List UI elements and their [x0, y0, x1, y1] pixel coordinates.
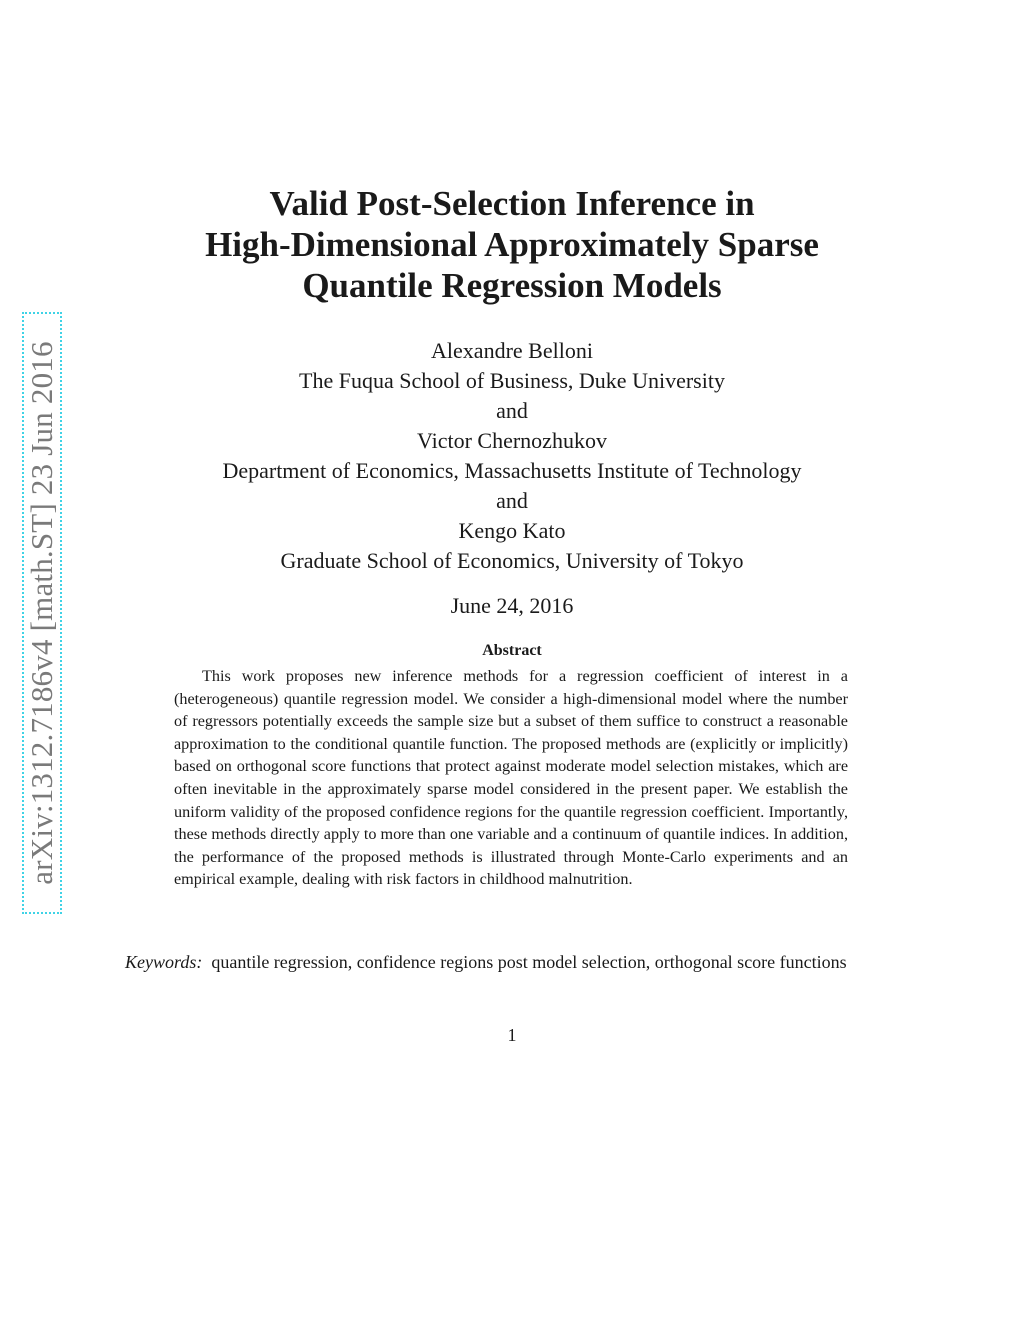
author-name: Alexandre Belloni [431, 338, 593, 363]
author-separator: and [496, 398, 528, 423]
keywords-text: quantile regression, confidence regions post model selection, orthogonal score functions [211, 952, 847, 972]
arxiv-identifier-text: arXiv:1312.7186v4 [math.ST] 23 Jun 2016 [24, 341, 59, 885]
author-separator: and [496, 488, 528, 513]
author-name: Victor Chernozhukov [417, 428, 607, 453]
title-line: Valid Post-Selection Inference in [269, 184, 755, 223]
page-number: 1 [507, 1025, 517, 1045]
keywords-label: Keywords: [125, 952, 203, 972]
title-line: Quantile Regression Models [302, 266, 722, 305]
abstract-heading: Abstract [482, 642, 542, 659]
author-name: Kengo Kato [458, 518, 566, 543]
abstract-body: This work proposes new inference methods for a regression coefficient of interest in a (heterogeneous) quantile regression model. We consider a high-dimensional model where the number of regressors potentially exceeds the sample size but a subset of them suffice to construct a reasonable approximation to the conditional quantile function. The proposed methods are (explicitly or implicitly) based on orthogonal score functions that protect against moderate model selection mistakes, which are often inevitable in the approximately sparse model considered in the present paper. We establish the uniform validity of the proposed confidence regions for the quantile regression coefficient. Importantly, these methods directly apply to more than one variable and a continuum of quantile indices. In addition, the performance of the proposed methods is illustrated through Monte-Carlo experiments and an empirical example, dealing with risk factors in childhood malnutrition. [174, 667, 848, 889]
title-line: High-Dimensional Approximately Sparse [205, 225, 819, 264]
author-affiliation: The Fuqua School of Business, Duke University [299, 368, 725, 393]
author-affiliation: Graduate School of Economics, University of Tokyo [280, 548, 744, 573]
paper-title [0, 183, 1024, 306]
author-block [0, 336, 1024, 576]
keywords-section [125, 950, 897, 974]
author-affiliation: Department of Economics, Massachusetts Institute of Technology [222, 458, 802, 483]
publication-date: June 24, 2016 [450, 593, 574, 618]
